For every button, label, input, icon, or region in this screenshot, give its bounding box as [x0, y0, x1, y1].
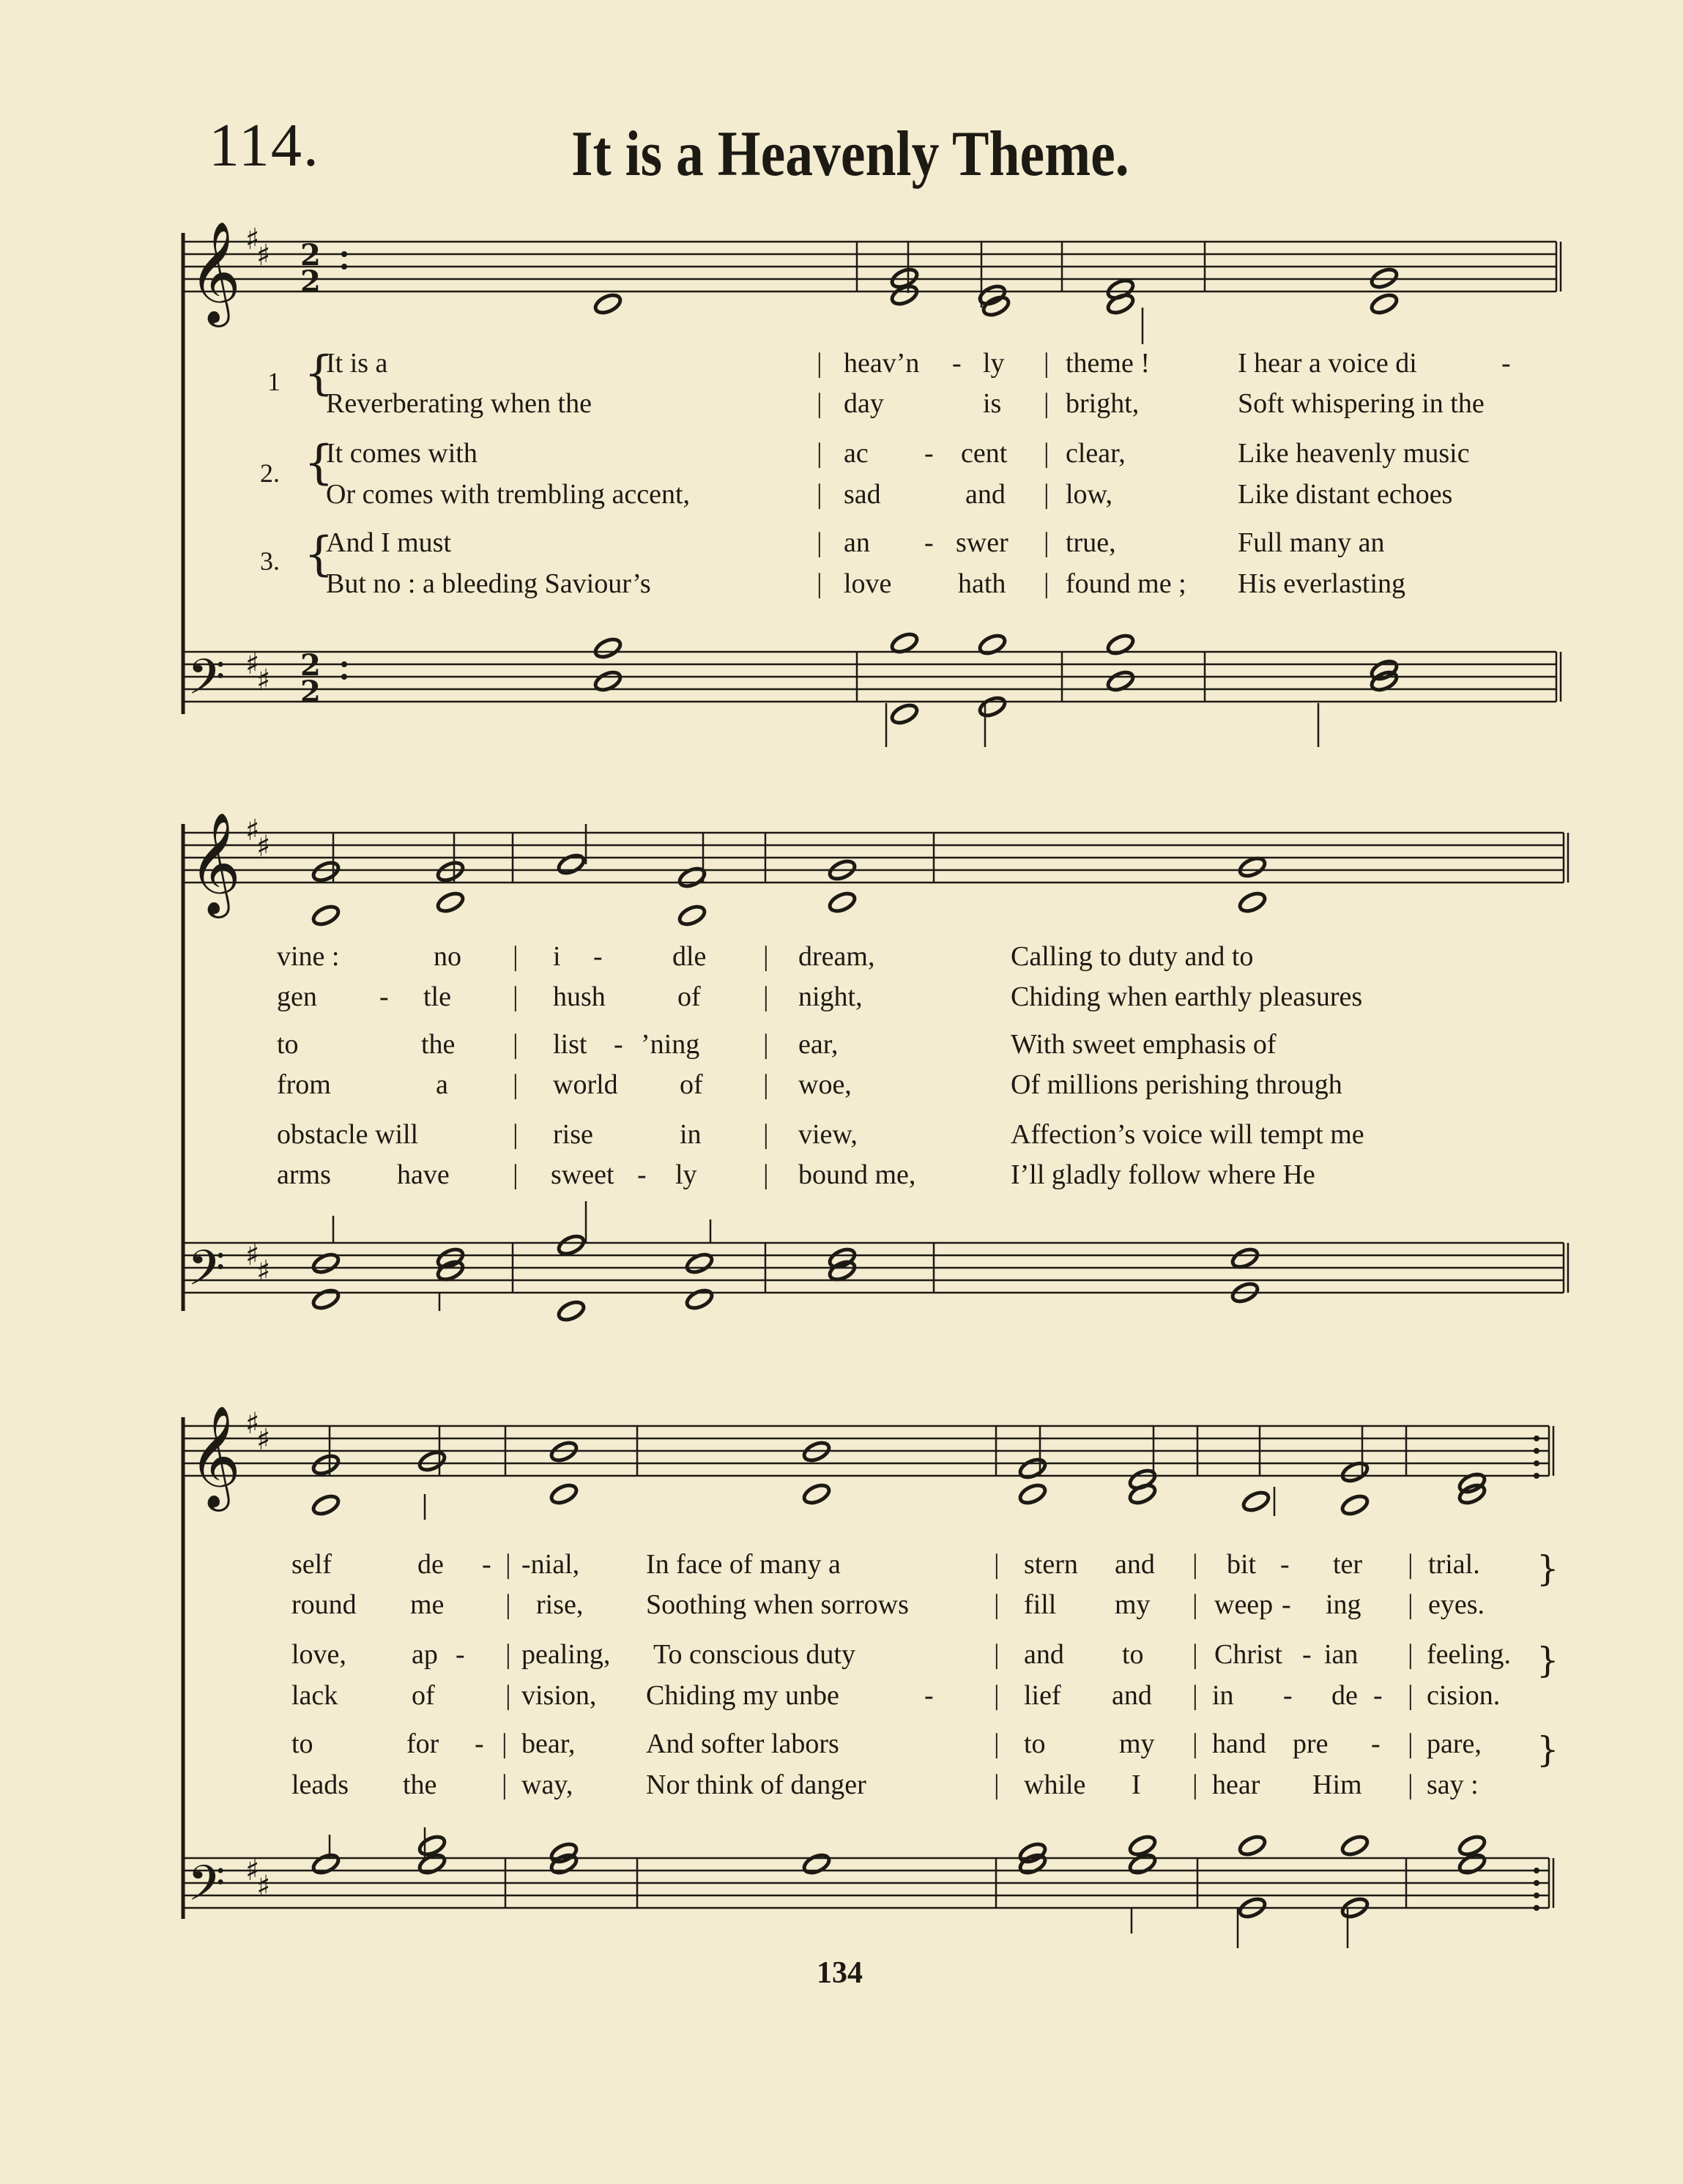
lyric: -: [1302, 1639, 1312, 1670]
sharp-icon: ♯: [245, 814, 260, 847]
closing-brace: }: [1537, 1548, 1559, 1589]
bar-separator: |: [1044, 438, 1049, 469]
time-signature: 2: [300, 648, 321, 683]
lyric: leads: [291, 1769, 349, 1800]
lyric: -: [1282, 1589, 1291, 1620]
lyric: found me ;: [1066, 568, 1186, 599]
bar-separator: |: [1044, 527, 1049, 558]
lyric: hush: [553, 981, 606, 1012]
lyric: Or comes with trembling accent,: [326, 479, 691, 510]
lyric: me: [410, 1589, 445, 1620]
lyric: -: [1280, 1549, 1290, 1580]
bar-separator: |: [1192, 1549, 1198, 1580]
lyric: It is a: [326, 348, 388, 379]
lyric: cision.: [1427, 1680, 1501, 1711]
lyric: ian: [1324, 1639, 1359, 1670]
lyric: And I must: [326, 527, 451, 558]
lyric: Affection’s voice will tempt me: [1011, 1119, 1364, 1150]
bar-separator: |: [994, 1549, 1000, 1580]
lyric: ing: [1326, 1589, 1361, 1620]
lyric: rise: [553, 1119, 593, 1150]
page-number: 134: [817, 1956, 863, 1990]
treble-staff-system-1: [183, 233, 1561, 714]
bar-separator: |: [994, 1639, 1000, 1670]
lyric: clear,: [1066, 438, 1126, 469]
bar-separator: |: [817, 568, 822, 599]
bar-separator: |: [994, 1728, 1000, 1759]
bar-separator: |: [502, 1769, 508, 1800]
bar-separator: |: [513, 981, 519, 1012]
lyric: To conscious duty: [653, 1639, 855, 1670]
bass-staff-system-1: [183, 652, 1561, 702]
lyric: of: [412, 1680, 435, 1711]
lyric: weep: [1214, 1589, 1274, 1620]
bar-separator: |: [513, 1159, 519, 1190]
closing-brace: }: [1537, 1640, 1559, 1681]
bar-separator: |: [505, 1639, 511, 1670]
treble-clef-icon: 𝄞: [189, 1405, 241, 1507]
bar-separator: |: [817, 479, 822, 510]
lyric: arms: [277, 1159, 331, 1190]
bar-separator: |: [502, 1728, 508, 1759]
lyric: hand: [1212, 1728, 1266, 1759]
bar-separator: |: [1408, 1589, 1413, 1620]
lyric: ac: [844, 438, 869, 469]
lyric: to: [277, 1029, 299, 1060]
lyric: theme !: [1066, 348, 1151, 379]
bass-clef-icon: 𝄢: [187, 1855, 226, 1923]
lyric: -: [924, 438, 934, 469]
lyric: from: [277, 1069, 331, 1100]
sharp-icon: ♯: [256, 1870, 271, 1903]
lyric: -: [924, 527, 934, 558]
bar-separator: |: [1192, 1589, 1198, 1620]
lyric: in: [1212, 1680, 1234, 1711]
lyric: an: [844, 527, 870, 558]
lyric: lack: [291, 1680, 338, 1711]
bar-separator: |: [1044, 568, 1049, 599]
lyric: woe,: [798, 1069, 852, 1100]
sharp-icon: ♯: [256, 1423, 271, 1457]
bar-separator: |: [763, 1069, 769, 1100]
lyric: pre: [1293, 1728, 1329, 1759]
lyric: vine :: [277, 941, 340, 972]
lyric: bit: [1227, 1549, 1257, 1580]
lyric: Soft whispering in the: [1238, 388, 1485, 419]
lyric: ap: [412, 1639, 438, 1670]
lyric: fill: [1024, 1589, 1057, 1620]
lyric: low,: [1066, 479, 1113, 510]
lyric: Chiding my unbe: [646, 1680, 839, 1711]
lyric: His everlasting: [1238, 568, 1406, 599]
bar-separator: |: [817, 438, 822, 469]
bar-separator: |: [1408, 1728, 1413, 1759]
lyric: eyes.: [1428, 1589, 1485, 1620]
bar-separator: |: [513, 1069, 519, 1100]
hymn-number: 114.: [209, 111, 320, 179]
sharp-icon: ♯: [245, 1238, 260, 1272]
lyric: With sweet emphasis of: [1011, 1029, 1277, 1060]
bar-separator: |: [505, 1589, 511, 1620]
lyric: sad: [844, 479, 881, 510]
bar-separator: |: [1192, 1639, 1198, 1670]
lyric: -: [924, 1680, 934, 1711]
sharp-icon: ♯: [256, 664, 271, 697]
lyric: Him: [1312, 1769, 1362, 1800]
lyric: and: [1115, 1549, 1155, 1580]
lyric: Of millions perishing through: [1011, 1069, 1342, 1100]
lyric: vision,: [521, 1680, 597, 1711]
bar-separator: |: [763, 1119, 769, 1150]
lyric: ly: [675, 1159, 697, 1190]
lyric: while: [1024, 1769, 1086, 1800]
bar-separator: |: [1044, 348, 1049, 379]
hymn-title: It is a Heavenly Theme.: [571, 119, 1129, 190]
lyric: And softer labors: [646, 1728, 839, 1759]
bar-separator: |: [994, 1680, 1000, 1711]
bar-separator: |: [1408, 1639, 1413, 1670]
bar-separator: |: [817, 527, 822, 558]
treble-clef-icon: 𝄞: [189, 221, 241, 323]
bar-separator: |: [763, 981, 769, 1012]
lyric: -: [614, 1029, 623, 1060]
lyric: -: [379, 981, 389, 1012]
lyric: -: [593, 941, 603, 972]
bass-staff-system-3: [183, 1858, 1553, 1908]
verse-brace: {: [304, 436, 334, 490]
bar-separator: |: [1192, 1769, 1198, 1800]
bar-separator: |: [1408, 1549, 1413, 1580]
lyric: say :: [1427, 1769, 1479, 1800]
lyric: heav’n: [844, 348, 920, 379]
lyric: bear,: [521, 1728, 576, 1759]
lyric: dream,: [798, 941, 875, 972]
bar-separator: |: [1192, 1680, 1198, 1711]
lyric: is: [983, 388, 1002, 419]
bar-separator: |: [994, 1589, 1000, 1620]
bar-separator: |: [763, 941, 769, 972]
lyric: way,: [521, 1769, 573, 1800]
lyric: and: [1112, 1680, 1152, 1711]
lyric: lief: [1024, 1680, 1061, 1711]
lyric: world: [553, 1069, 618, 1100]
bar-separator: |: [1192, 1728, 1198, 1759]
lyric: obstacle will: [277, 1119, 419, 1150]
lyric: Like distant echoes: [1238, 479, 1453, 510]
lyric: swer: [956, 527, 1008, 558]
lyric: hath: [958, 568, 1006, 599]
lyric: tle: [423, 981, 451, 1012]
sharp-icon: ♯: [245, 223, 260, 256]
lyric: gen: [277, 981, 317, 1012]
lyric: the: [421, 1029, 456, 1060]
lyric: It comes with: [326, 438, 478, 469]
lyric: stern: [1024, 1549, 1078, 1580]
lyric: the: [403, 1769, 437, 1800]
sharp-icon: ♯: [245, 1854, 260, 1887]
lyric: -: [1283, 1680, 1293, 1711]
lyric: of: [677, 981, 701, 1012]
bar-separator: |: [513, 1119, 519, 1150]
lyric: -: [456, 1639, 465, 1670]
lyric: Like heavenly music: [1238, 438, 1470, 469]
sharp-icon: ♯: [256, 830, 271, 863]
lyric: ter: [1333, 1549, 1363, 1580]
lyric: true,: [1066, 527, 1116, 558]
lyric: ’ning: [641, 1029, 700, 1060]
lyric: de: [1331, 1680, 1358, 1711]
bar-separator: |: [1408, 1680, 1413, 1711]
lyric: day: [844, 388, 884, 419]
lyric: have: [397, 1159, 450, 1190]
bar-separator: |: [994, 1769, 1000, 1800]
bar-separator: |: [505, 1680, 511, 1711]
lyric: trial.: [1428, 1549, 1480, 1580]
lyric: night,: [798, 981, 863, 1012]
lyric: view,: [798, 1119, 858, 1150]
lyric: my: [1115, 1589, 1151, 1620]
lyric: love: [844, 568, 892, 599]
bar-separator: |: [817, 348, 822, 379]
lyric: hear: [1212, 1769, 1260, 1800]
lyric: Soothing when sorrows: [646, 1589, 909, 1620]
lyric: cent: [961, 438, 1008, 469]
verse-number: 2.: [260, 458, 280, 488]
sharp-icon: ♯: [245, 647, 260, 681]
lyric: to: [1024, 1728, 1046, 1759]
treble-clef-icon: 𝄞: [189, 812, 241, 914]
time-signature: 2: [300, 675, 321, 709]
verse-brace: {: [304, 527, 334, 582]
lyric: Chiding when earthly pleasures: [1011, 981, 1363, 1012]
verse-number: 3.: [260, 546, 280, 576]
lyric: Calling to duty and to: [1011, 941, 1254, 972]
lyric: sweet: [551, 1159, 614, 1190]
bar-separator: |: [763, 1029, 769, 1060]
bar-separator: |: [817, 388, 822, 419]
lyric: -: [1501, 348, 1511, 379]
bar-separator: |: [1408, 1769, 1413, 1800]
lyric: -: [1373, 1680, 1383, 1711]
treble-staff-system-2: [183, 824, 1568, 1311]
lyric: list: [553, 1029, 587, 1060]
lyric: But no : a bleeding Saviour’s: [326, 568, 651, 599]
lyric: love,: [291, 1639, 346, 1670]
bar-separator: |: [763, 1159, 769, 1190]
lyric: and: [965, 479, 1006, 510]
lyric: de: [417, 1549, 444, 1580]
time-signature: 2: [300, 264, 321, 299]
lyric: feeling.: [1427, 1639, 1512, 1670]
lyric: -: [637, 1159, 647, 1190]
bass-clef-icon: 𝄢: [187, 1240, 226, 1308]
lyric: my: [1119, 1728, 1155, 1759]
lyric: and: [1024, 1639, 1064, 1670]
lyric: I hear a voice di: [1238, 348, 1417, 379]
time-signature: 2: [300, 238, 321, 272]
lyric: dle: [672, 941, 707, 972]
lyric: I’ll gladly follow where He: [1011, 1159, 1315, 1190]
lyric: -: [952, 348, 962, 379]
lyric: no: [434, 941, 461, 972]
lyric: pealing,: [521, 1639, 611, 1670]
lyric: Reverberating when the: [326, 388, 592, 419]
lyric: Christ: [1214, 1639, 1282, 1670]
lyric: bright,: [1066, 388, 1140, 419]
closing-brace: }: [1537, 1729, 1559, 1770]
verse-number: 1: [267, 367, 280, 396]
lyric: bound me,: [798, 1159, 916, 1190]
sharp-icon: ♯: [256, 239, 271, 272]
lyric: for: [406, 1728, 439, 1759]
bar-separator: |: [513, 1029, 519, 1060]
lyric: to: [291, 1728, 313, 1759]
lyric: i: [553, 941, 561, 972]
lyric: to: [1122, 1639, 1144, 1670]
lyric: ear,: [798, 1029, 839, 1060]
lyric: a: [436, 1069, 448, 1100]
bar-separator: |: [1044, 479, 1049, 510]
lyric: pare,: [1427, 1728, 1482, 1759]
lyric: In face of many a: [646, 1549, 841, 1580]
lyric: Nor think of danger: [646, 1769, 866, 1800]
lyric: ly: [983, 348, 1005, 379]
lyric: Full many an: [1238, 527, 1385, 558]
lyric: rise,: [536, 1589, 584, 1620]
lyric: self: [291, 1549, 332, 1580]
bar-separator: |: [513, 941, 519, 972]
bar-separator: |: [1044, 388, 1049, 419]
lyric: -: [482, 1549, 491, 1580]
bar-separator: |: [505, 1549, 511, 1580]
lyric: of: [680, 1069, 703, 1100]
lyric: round: [291, 1589, 357, 1620]
lyric: in: [680, 1119, 702, 1150]
lyric: -: [475, 1728, 484, 1759]
lyric: -: [1371, 1728, 1381, 1759]
bass-clef-icon: 𝄢: [187, 649, 226, 717]
lyric: -nial,: [521, 1549, 580, 1580]
bass-staff-system-2: [183, 1243, 1568, 1293]
sharp-icon: ♯: [245, 1407, 260, 1441]
verse-brace: {: [304, 346, 334, 401]
lyric: I: [1132, 1769, 1141, 1800]
sharp-icon: ♯: [256, 1255, 271, 1288]
